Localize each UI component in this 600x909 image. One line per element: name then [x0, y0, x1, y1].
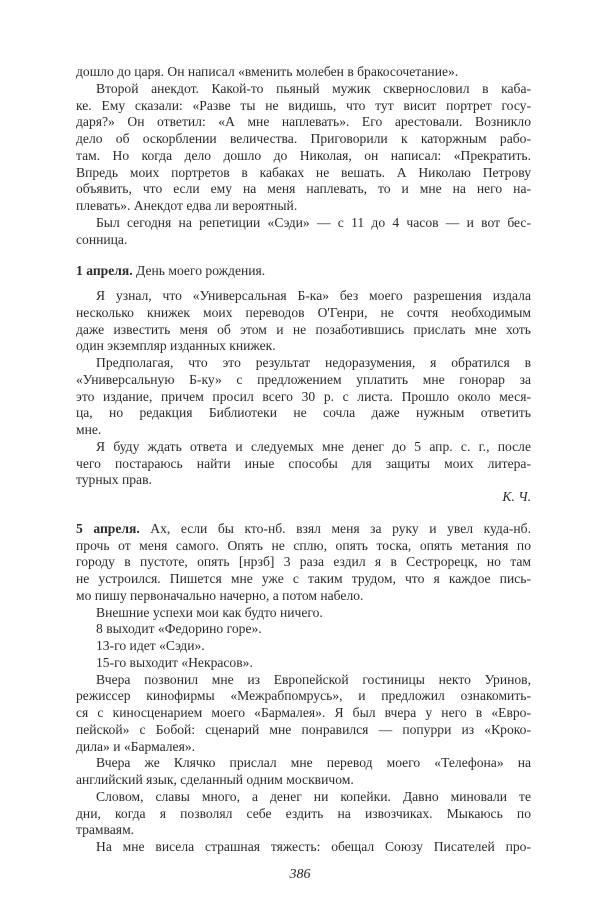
page-number: 386	[289, 867, 311, 882]
paragraph	[76, 521, 531, 605]
text-line	[76, 198, 531, 215]
text-line	[76, 165, 531, 182]
line-text: чего постараюсь найти иные способы для защиты моих литера-	[76, 455, 531, 471]
text-line	[76, 322, 531, 339]
line-text: несколько книжек моих переводов О'Генри, не сочтя необходимым	[76, 304, 531, 320]
text-line	[76, 688, 531, 705]
paragraph	[76, 789, 531, 839]
page-body	[76, 64, 531, 856]
text-line	[76, 64, 531, 81]
text-line	[76, 822, 531, 839]
line-text: английский язык, сделанный одним москвичом.	[76, 772, 354, 787]
text-line	[76, 114, 531, 131]
paragraph	[76, 755, 531, 789]
text-line	[76, 605, 531, 622]
text-line	[76, 655, 531, 672]
line-text: 8 выходит «Федорино горе».	[96, 621, 262, 637]
paragraph	[76, 64, 531, 81]
text-line	[76, 181, 531, 198]
line-text: сонница.	[76, 231, 128, 247]
paragraph	[76, 839, 531, 856]
line-text: 15-го выходит «Некрасов».	[96, 654, 253, 670]
text-line	[76, 489, 531, 506]
line-text: ся с киносценарием моего «Бармалея». Я был вчера у него в «Евро-	[76, 705, 531, 720]
paragraph	[76, 638, 531, 655]
paragraph	[76, 621, 531, 638]
text-line	[76, 755, 531, 772]
line-text: дело об оскорблении величества. Приговорили к каторжным рабо-	[76, 131, 531, 146]
paragraph	[76, 672, 531, 756]
entry-date: 1 апреля.	[76, 263, 133, 279]
text-line	[76, 806, 531, 823]
line-text: мо пишу первоначально начерно, а потом набело.	[76, 587, 364, 603]
line-text: Ах, если бы кто-нб. взял меня за руку и увел куда-нб.	[139, 520, 531, 536]
line-text: Я узнал, что «Универсальная Б-ка» без моего разрешения издала	[96, 288, 531, 303]
paragraph	[76, 81, 531, 215]
text-line	[76, 705, 531, 722]
text-line	[76, 389, 531, 406]
line-text: Второй анекдот. Какой-то пьяный мужик сквернословил в каба-	[96, 80, 531, 96]
line-text: дошло до царя. Он написал «вменить молебен в бракосочетание».	[76, 64, 459, 79]
text-line	[76, 232, 531, 249]
line-text: трамваям.	[76, 822, 135, 838]
line-text: дни, когда я позволял себе ездить на извозчиках. Мыкаюсь по	[76, 805, 531, 821]
line-text: «Универсальную Б-ку» с предложением уплатить мне гонорар за	[76, 371, 531, 387]
text-line	[76, 621, 531, 638]
text-line	[76, 521, 531, 538]
text-line	[76, 81, 531, 98]
text-line	[76, 405, 531, 422]
text-line	[76, 588, 531, 605]
text-line	[76, 355, 531, 372]
line-text: режиссер кинофирмы «Межрабпомрусь», и предложил ознакомить-	[76, 688, 531, 704]
text-line	[76, 839, 531, 856]
text-line	[76, 672, 531, 689]
line-text: К. Ч.	[502, 489, 531, 504]
text-line	[76, 638, 531, 655]
line-text: мне.	[76, 422, 102, 437]
text-line	[76, 148, 531, 165]
line-text: Вчера позвонил мне из Европейской гостиницы некто Уринов,	[96, 671, 531, 687]
text-line	[76, 215, 531, 232]
text-line	[76, 372, 531, 389]
line-text: не устроился. Пишется мне уже с таким трудом, что я каждое пись-	[76, 571, 531, 586]
paragraph	[76, 215, 531, 249]
text-line	[76, 131, 531, 148]
paragraph	[76, 355, 531, 439]
paragraph	[76, 288, 531, 355]
line-text: ке. Ему сказали: «Разве ты не видишь, что тут висит портрет госу-	[76, 97, 531, 113]
line-text: 13-го идет «Сэди».	[96, 638, 205, 653]
text-line	[76, 538, 531, 555]
text-line	[76, 739, 531, 756]
line-text: это издание, причем просил всего 30 р. с листа. Прошло около меся-	[76, 388, 531, 404]
line-text: даже известить меня об этом и не позаботившись прислать мне хоть	[76, 321, 531, 337]
signature	[76, 489, 531, 506]
line-text: турных прав.	[76, 472, 152, 488]
line-text: На мне висела страшная тяжесть: обещал Союзу Писателей про-	[96, 839, 531, 854]
paragraph	[76, 655, 531, 672]
line-text: Словом, славы много, а денег ни копейки. Давно миновали те	[96, 788, 531, 804]
line-text: объявить, что если ему на меня наплевать, то и мне на него на-	[76, 181, 531, 197]
text-line	[76, 422, 531, 439]
text-line	[76, 288, 531, 305]
text-line	[76, 338, 531, 355]
text-line	[76, 98, 531, 115]
text-line	[76, 439, 531, 456]
text-line	[76, 554, 531, 571]
line-text: пейской» с Бобой: сценарий мне понравился — попурри из «Кроко-	[76, 721, 531, 737]
text-line	[76, 571, 531, 588]
line-text: Был сегодня на репетиции «Сэди» — с 11 до 4 часов — и вот бес-	[96, 214, 531, 230]
paragraph	[76, 263, 531, 280]
paragraph	[76, 439, 531, 489]
text-line	[76, 472, 531, 489]
line-text: Предполагая, что это результат недоразумения, я обратился в	[96, 355, 531, 370]
line-text: ца, но редакция Библиотеки не сочла даже нужным ответить	[76, 405, 531, 421]
line-text: Я буду ждать ответа и следуемых мне денег до 5 апр. с. г., после	[96, 438, 531, 454]
line-text: городу в пустоте, опять [нрзб] 3 раза ездил я в Сестрорецк, но там	[76, 554, 531, 570]
line-text: Вчера же Клячко прислал мне перевод моего «Телефона» на	[96, 755, 531, 771]
line-text: даря?» Он ответил: «А мне наплевать». Его арестовали. Возникло	[76, 114, 531, 130]
text-line	[76, 722, 531, 739]
entry-date: 5 апреля.	[76, 520, 140, 536]
line-text: там. Но когда дело дошло до Николая, он написал: «Прекратить.	[76, 147, 531, 163]
text-line	[76, 305, 531, 322]
line-text: Впредь моих портретов в кабаках не вешать. А Николаю Петрову	[76, 164, 531, 180]
text-line	[76, 456, 531, 473]
line-text: один экземпляр изданных книжек.	[76, 338, 276, 354]
text-line	[76, 263, 531, 280]
line-text: дила» и «Бармалея».	[76, 738, 196, 754]
text-line	[76, 772, 531, 789]
line-text: Внешние успехи мои как будто ничего.	[96, 604, 323, 620]
text-line	[76, 789, 531, 806]
line-text: прочь от меня самого. Опять не сплю, опять тоска, опять метания по	[76, 537, 531, 553]
line-text: День моего рождения.	[132, 263, 266, 279]
paragraph	[76, 605, 531, 622]
line-text: плевать». Анекдот едва ли вероятный.	[76, 198, 298, 213]
